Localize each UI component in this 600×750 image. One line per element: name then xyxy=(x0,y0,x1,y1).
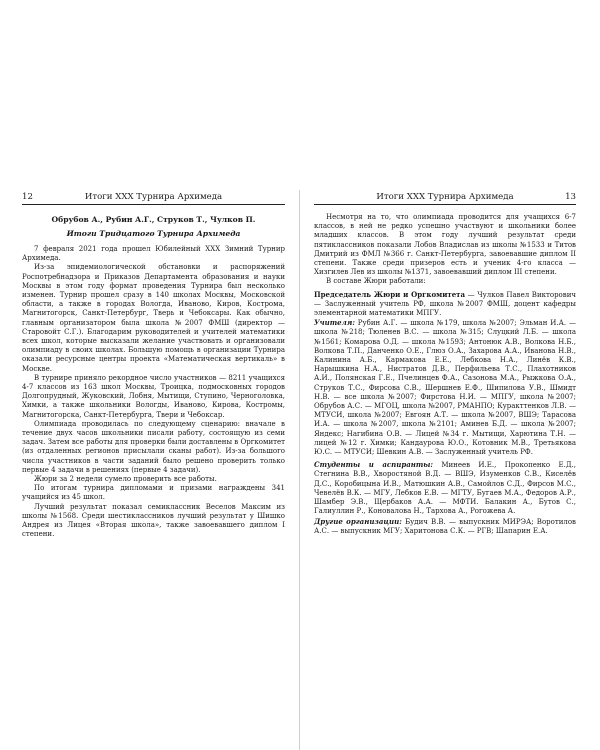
jury-teachers-text: Рубин А.Г. — школа №179, школа №2007; Эльман И.А. — школа №218; Тюленев В.С. — школа №315; Слуцкий Л.Б. — школа №1561; Комарова О.Д. — школа №1593; Антонюк А.В., Волкова Н.Б., Волкова Т.П., Данченко О.Е., Глюз О.А., Захарова А.А., Иванова Н.В., Калинина А.Б., Кармакова Е.Е., Лебкова Н.А., Линёв К.В., Нарышкина Н.А., Нистратов Д.В., Перфильева Т.С., Плахотников А.И., Полянская Г.Е., Пчелинцев Ф.А., Сазонова М.А., Рыжкова О.А., Струков Т.С., Фирсова С.В., Шершнев Е.Ф., Шипилова У.В., Шмидт Н.В. — все школа №2007; Фирстова Н.И. — МПГУ, школа №2007; Обрубов А.С. — МГОЦ, школа №2007, РМАНПО; Куракттенков Л.В. — МТУСИ, школа №2007; Евгоян А.Т. — школа №2007, ВШЭ; Тарасова И.А. — школа №2007, школа №2101; Аминев Б.Д. — школа №2007; Яндекс; Нагибина О.В. — Лицей №34 г. Мытищи, Харютина Т.Н. — лицей №12 г. Химки; Кандаурова Ю.О., Котовник М.В., Третьякова Ю.С. — МТУСИ; Шевкин А.В. — Заслуженный учитель РФ. xyxy=(314,319,576,457)
jury-other xyxy=(314,517,576,536)
left-running-head xyxy=(22,190,285,205)
jury-teachers-label: Учителя: xyxy=(314,318,355,328)
jury-teachers xyxy=(314,318,576,457)
right-running-head xyxy=(314,190,576,205)
right-page xyxy=(300,190,600,750)
jury-other-label: Другие организации: xyxy=(314,516,402,526)
paragraph: По итогам турнира дипломами и призами награждены 341 учащийся из 45 школ. xyxy=(22,484,285,502)
jury-chair-label: Председатель Жюри и Оргкомитета xyxy=(314,289,466,299)
paragraph: В составе Жюри работали: xyxy=(326,277,426,286)
right-page-number: 13 xyxy=(565,192,576,202)
paragraph: Лучший результат показал семиклассник Веселов Максим из школы №1568. Среди шестиклассников лучший результат у Шишко Андрея из Лицея «Вторая школа», также завоевавшего диплом I степени. xyxy=(22,502,285,539)
left-page xyxy=(0,190,300,750)
left-running-title: Итоги XXX Турнира Архимеда xyxy=(84,192,223,202)
jury-chair-text: — Чулков Павел Викторович — Заслуженный учитель РФ, школа №2007 ФМШ, доцент кафедры элементарной математики МПГУ. xyxy=(314,290,576,318)
left-page-number: 12 xyxy=(22,192,33,202)
paragraph: 7 февраля 2021 года прошел Юбилейный XXX Зимний Турнир Архимеда. xyxy=(22,245,285,263)
jury-students-label: Студенты и аспиранты: xyxy=(314,460,433,470)
paragraph: В турнире приняло рекордное число участников — 8211 учащихся 4-7 классов из 163 школ Москвы, Троицка, подмосковных городов Долгопрудный, Жуковский, Лобня, Мытищи, Ступино, Черноголовка, Химки, а также школьники Вологды, Иваново, Кирова, Костромы, Магнитогорска, Санкт-Петербурга, Твери и Чебоксар. xyxy=(22,373,285,419)
article-title: Итоги Тридцатого Турнира Архимеда xyxy=(66,229,241,238)
jury-chair xyxy=(314,290,576,319)
paragraph: Жюри за 2 недели сумело проверить все работы. xyxy=(34,475,217,484)
article-authors: Обрубов А., Рубин А.Г., Струков Т., Чулков П. xyxy=(51,215,256,224)
paragraph: Олимпиада проводилась по следующему сценарию: вначале в течение двух часов школьники писали работу, состоящую из семи задач. Затем все работы для проверки были доставлены в Оргкомитет (из отдаленных регионов присылали сканы работ). Из-за большого числа участников в части заданий было решено проверить только первые 4 задачи в решениях (первые 4 задачи). xyxy=(22,419,285,474)
jury-students-text: Минеев И.Е., Прокопенко Е.Д., Стегнина В.В., Хворостяной В.Д. — ВШЭ, Изуменков С.В., Киселёв Д.С., Коробицына И.В., Матюшкин А.В., Самойлов С.Д., Фирсов М.С., Чевелёв В.К. — МГУ, Лебков Е.В. — МГТУ, Бугаев М.А., Федоров А.Р., Шамбер Э.В., Щербаков А.А. — МФТИ. Балакин А., Бутов С., Галиуллин Р., Коновалова Н., Тархова А., Рогожева А. xyxy=(314,461,576,516)
paragraph: Из-за эпидемиологической обстановки и распоряжений Роспотребнадзора и Приказов Департамента образования и науки Москвы в этом году формат проведения Турнира был несколько изменен. Турнир прошел сразу в 140 школах Москвы, Московской области, а также в городах Вологда, Иваново, Киров, Кострома, Магнитогорск, Санкт-Петербург, Тверь и Чебоксары. Как обычно, главным организатором была школа №2007 ФМШ (директор — Старовойт С.Г.). Благодарим руководителей и учителей математики всех школ, которые высказали желание участвовать и организовали олимпиаду в своих школах. Большую помощь в организации Турнира оказали ресурсные центры проекта «Математическая вертикаль» в Москве. xyxy=(22,263,285,373)
right-body-text xyxy=(314,213,576,536)
jury-students xyxy=(314,460,576,516)
jury-list xyxy=(314,290,576,536)
paragraph: Несмотря на то, что олимпиада проводится для учащихся 6-7 классов, в ней не редко успешно участвуют и школьники более младших классов. В этом году лучший результат среди пятиклассников показали Лобов Владислав из школы №1533 и Титов Дмитрий из ФМЛ №366 г. Санкт-Петербурга, завоевавшие диплом II степени. Также среди призеров есть и ученик 4-го класса — Хизгилев Лев из школы №1371, завоевавший диплом III степени. xyxy=(314,213,576,277)
left-body-text xyxy=(22,245,285,540)
jury-other-text: Будич В.В. — выпускник МИРЭА; Воротилов А.С. — выпускник МГУ; Харитонова С.К. — РГВ; Шапарин Е.А. xyxy=(314,517,577,535)
right-running-title: Итоги XXX Турнира Архимеда xyxy=(376,192,514,202)
